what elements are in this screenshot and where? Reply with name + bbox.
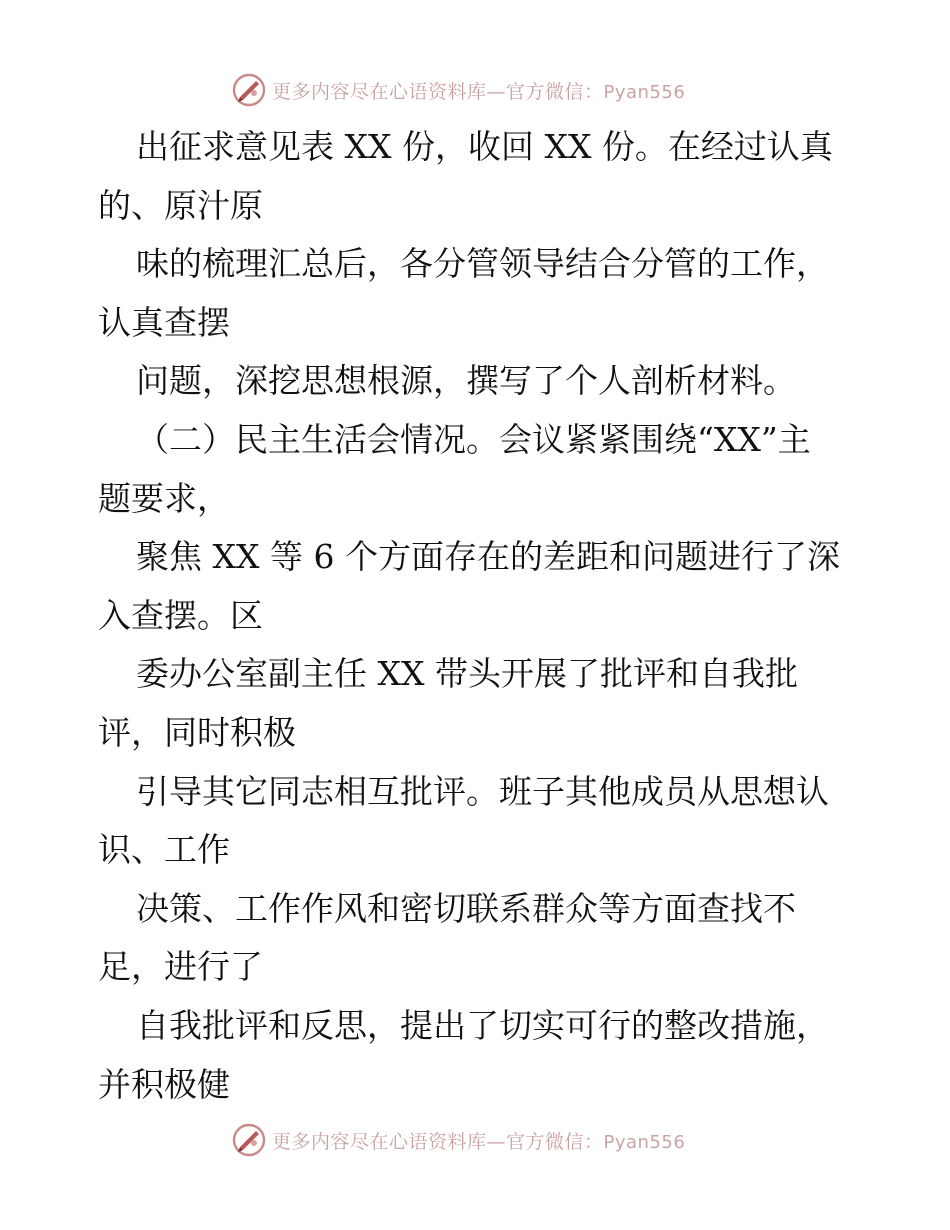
body-line: 出征求意见表 XX 份，收回 XX 份。在经过认真 <box>136 127 833 166</box>
document-body <box>98 118 858 1114</box>
body-line: 决策、工作作风和密切联系群众等方面查找不 <box>136 888 796 928</box>
watermark-text: 更多内容尽在心语资料库—官方微信：Pyan556 <box>272 1130 686 1153</box>
body-line: 聚焦 XX 等 6 个方面存在的差距和问题进行了深 <box>136 537 840 577</box>
pen-logo-icon <box>232 1123 266 1157</box>
body-line: 入查摆。区 <box>98 595 263 635</box>
body-line: 足，进行了 <box>98 947 263 987</box>
body-line: 并积极健 <box>98 1064 230 1104</box>
body-line: 识、工作 <box>98 830 230 870</box>
body-line: 的、原汁原 <box>98 185 263 225</box>
body-line: 味的梳理汇总后，各分管领导结合分管的工作， <box>136 244 829 284</box>
watermark-footer <box>232 1122 685 1158</box>
watermark-text: 更多内容尽在心语资料库—官方微信：Pyan556 <box>272 80 686 103</box>
pen-logo-icon <box>232 73 266 107</box>
body-line: 委办公室副主任 XX 带头开展了批评和自我批 <box>136 654 798 694</box>
body-line: 评，同时积极 <box>98 712 296 752</box>
body-line: 引导其它同志相互批评。班子其他成员从思想认 <box>136 771 829 811</box>
body-line: （二）民主生活会情况。会议紧紧围绕“XX”主 <box>136 419 811 459</box>
body-line: 问题，深挖思想根源，撰写了个人剖析材料。 <box>136 361 796 401</box>
body-line: 认真查摆 <box>98 302 230 342</box>
body-line: 自我批评和反思，提出了切实可行的整改措施， <box>136 1005 829 1045</box>
body-line: 题要求， <box>98 478 230 518</box>
watermark-header <box>232 72 685 108</box>
